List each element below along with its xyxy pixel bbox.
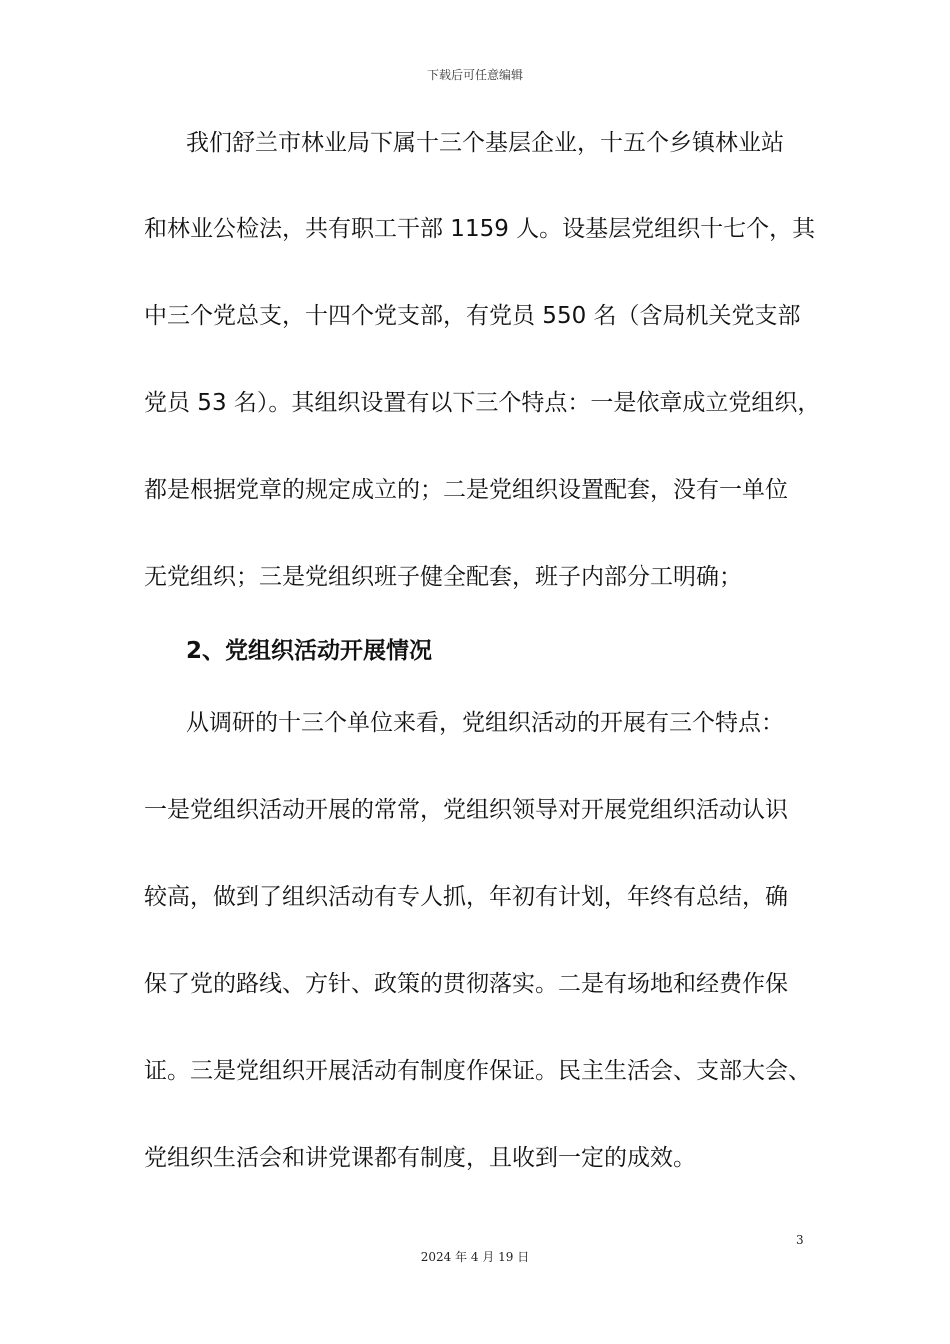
paragraph-line: 党组织生活会和讲党课都有制度，且收到一定的成效。 — [144, 1145, 696, 1171]
page-number: 3 — [796, 1233, 804, 1247]
paragraph-line: 无党组织；三是党组织班子健全配套，班子内部分工明确； — [144, 564, 742, 590]
paragraph-line: 和林业公检法，共有职工干部 1159 人。设基层党组织十七个，其 — [144, 216, 816, 242]
paragraph-line: 一是党组织活动开展的常常，党组织领导对开展党组织活动认识 — [144, 797, 788, 823]
paragraph-line: 党员 53 名）。其组织设置有以下三个特点：一是依章成立党组织， — [144, 390, 821, 416]
paragraph-line: 较高，做到了组织活动有专人抓，年初有计划，年终有总结，确 — [144, 884, 788, 910]
paragraph-line: 证。三是党组织开展活动有制度作保证。民主生活会、支部大会、 — [144, 1058, 811, 1084]
paragraph-line: 都是根据党章的规定成立的；二是党组织设置配套，没有一单位 — [144, 477, 788, 503]
paragraph-line: 从调研的十三个单位来看，党组织活动的开展有三个特点： — [186, 710, 784, 736]
page-footer-date: 2024 年 4 月 19 日 — [420, 1250, 530, 1264]
paragraph-line: 中三个党总支，十四个党支部，有党员 550 名（含局机关党支部 — [144, 303, 801, 329]
page-header: 下载后可任意编辑 — [426, 68, 523, 82]
section-heading: 2、党组织活动开展情况 — [186, 638, 433, 664]
paragraph-line: 保了党的路线、方针、政策的贯彻落实。二是有场地和经费作保 — [144, 971, 788, 997]
paragraph-line: 我们舒兰市林业局下属十三个基层企业，十五个乡镇林业站 — [186, 130, 784, 156]
